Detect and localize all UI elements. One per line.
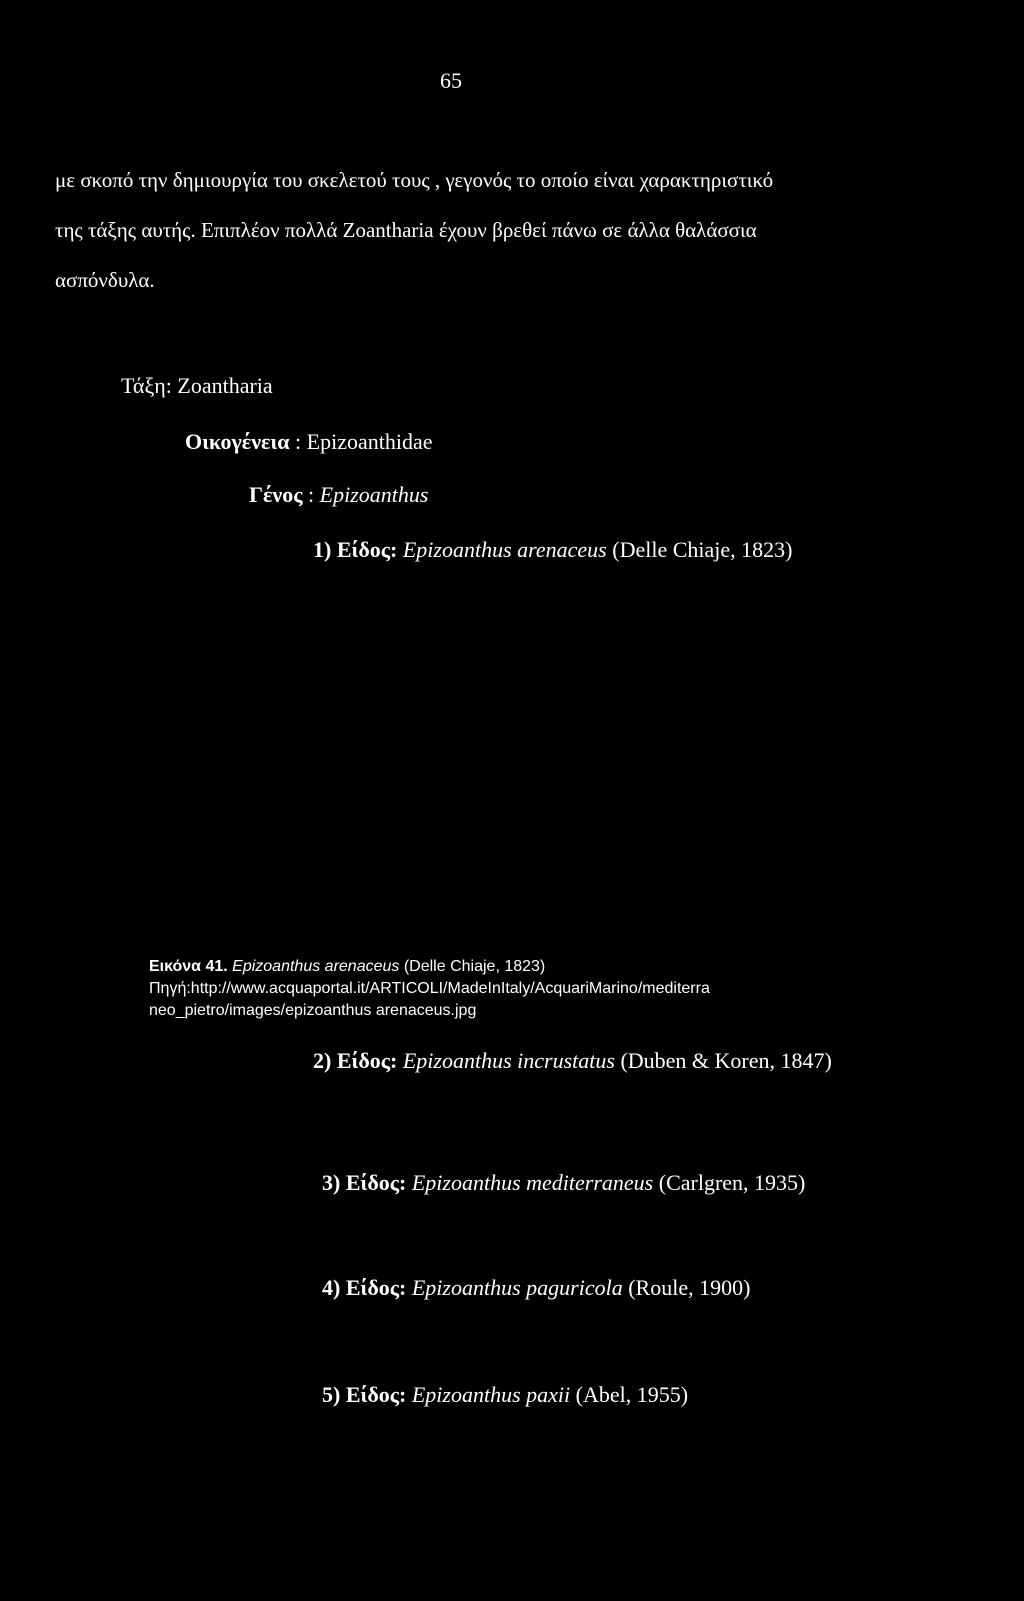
- species-3-num: 3) Είδος:: [322, 1170, 407, 1195]
- genus-value: Epizoanthus: [319, 482, 429, 507]
- species-3-author: (Carlgren, 1935): [658, 1170, 806, 1195]
- order-line: [121, 373, 273, 399]
- genus-sep: :: [308, 482, 315, 507]
- genus-line: [249, 482, 428, 508]
- paragraph-line-2: της τάξης αυτής. Επιπλέον πολλά Zoantharia έχουν βρεθεί πάνω σε άλλα θαλάσσια: [55, 218, 757, 242]
- species-4-num: 4) Είδος:: [322, 1275, 407, 1300]
- species-2-author: (Duben & Koren, 1847): [620, 1048, 832, 1073]
- species-4-name: Epizoanthus paguricola: [411, 1275, 623, 1300]
- species-5-author: (Abel, 1955): [575, 1382, 689, 1407]
- paragraph-line-3: ασπόνδυλα.: [55, 268, 155, 292]
- species-3: [322, 1170, 805, 1196]
- figure-caption-line-1: [149, 958, 545, 976]
- species-1-num: 1) Είδος:: [313, 537, 398, 562]
- family-line: [185, 429, 433, 455]
- species-2: [313, 1048, 832, 1074]
- family-label: Οικογένεια: [185, 429, 290, 454]
- species-5: [322, 1382, 688, 1408]
- order-value: Zoantharia: [177, 373, 273, 398]
- order-label: Τάξη:: [121, 373, 172, 398]
- species-1: [313, 537, 792, 563]
- species-2-name: Epizoanthus incrustatus: [402, 1048, 615, 1073]
- species-2-num: 2) Είδος:: [313, 1048, 398, 1073]
- species-4-author: (Roule, 1900): [628, 1275, 751, 1300]
- figure-species-name: Epizoanthus arenaceus: [232, 958, 400, 975]
- species-3-name: Epizoanthus mediterraneus: [411, 1170, 654, 1195]
- page-number: 65: [440, 68, 462, 93]
- species-1-author: (Delle Chiaje, 1823): [612, 537, 793, 562]
- genus-label: Γένος: [249, 482, 303, 507]
- species-photo: [290, 592, 750, 932]
- figure-source-line-2: neo_pietro/images/epizoanthus arenaceus.jpg: [149, 1002, 477, 1019]
- species-5-name: Epizoanthus paxii: [411, 1382, 571, 1407]
- species-4: [322, 1275, 750, 1301]
- figure-label: Εικόνα 41.: [149, 958, 228, 975]
- species-1-name: Epizoanthus arenaceus: [402, 537, 607, 562]
- family-value: : Epizoanthidae: [295, 429, 433, 454]
- species-5-num: 5) Είδος:: [322, 1382, 407, 1407]
- figure-source-line-1: Πηγή:http://www.acquaportal.it/ARTICOLI/MadeInItaly/AcquariMarino/mediterra: [149, 980, 710, 997]
- paragraph-line-1: με σκοπό την δημιουργία του σκελετού τους , γεγονός το οποίο είναι χαρακτηριστικό: [55, 168, 774, 192]
- figure-species-author: (Delle Chiaje, 1823): [403, 958, 546, 975]
